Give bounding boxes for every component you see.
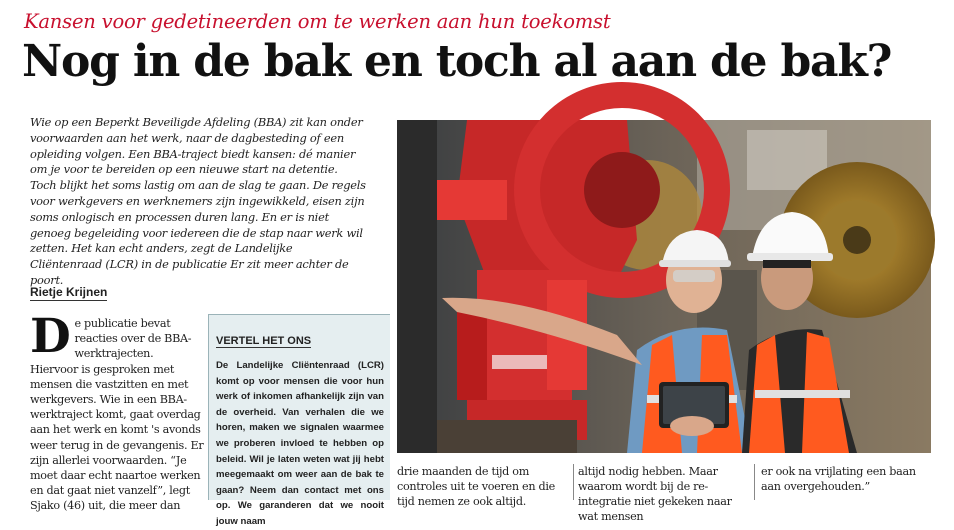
article-column-2: drie maanden de tijd om controles uit te voeren en die tijd nemen ze ook altijd. <box>397 465 555 508</box>
article-column-4: er ook na vrijlating een baan aan overgehouden.” <box>761 465 916 493</box>
article-headline: Nog in de bak en toch al aan de bak? <box>22 36 892 87</box>
column-divider <box>754 464 755 500</box>
body-text: e publicatie bevat reacties over de BBA-werktrajecten. Hiervoor is gesproken met mensen die vastzitten en met werkgevers. Wie in een BBA-werktraject komt, gaat overdag aan het werk en komt 's avonds weer terug in de gevangenis. Er zijn allerlei voorwaarden. “Je moet daar echt naartoe werken en dat gaat niet vanzelf”, legt Sjako (46) uit, die meer dan <box>30 317 204 513</box>
article-photo <box>397 120 931 453</box>
article-body-column <box>30 309 204 513</box>
info-box <box>208 314 390 527</box>
article-column-3: altijd nodig hebben. Maar waarom wordt bij de re-integratie niet gekeken naar wat mensen <box>578 465 732 523</box>
article-intro: Wie op een Beperkt Beveiligde Afdeling (BBA) zit kan onder voorwaarden aan het werk, naar de dagbesteding of een opleiding volgen. Een BBA-traject biedt kansen: dé manier om je voor te bereiden op een nieuwe start na detentie. Toch blijkt het soms lastig om aan de slag te gaan. De regels voor werkgevers en werknemers zijn ingewikkeld, eisen zijn soms onlogisch en processen duren lang. En er is niet genoeg begeleiding voor iedereen die de stap naar werk wil zetten. Het kan echt anders, zegt de Landelijke Cliëntenraad (LCR) in de publicatie Er zit meer achter de poort. <box>30 115 366 287</box>
article-kicker: Kansen voor gedetineerden om te werken aan hun toekomst <box>24 10 611 33</box>
info-box-text: De Landelijke Cliëntenraad (LCR) komt op voor mensen die voor hun werk of inkomen afhankelijk zijn van de overheid. Van verhalen die we horen, maken we signalen waarmee we proberen invloed te hebben op beleid. Wil je laten weten wat jij hebt meegemaakt om weer aan de bak te gaan? Neem dan contact met ons op. We garanderen dat we nooit jouw naam <box>216 360 384 527</box>
drop-cap: D <box>30 309 71 364</box>
column-divider <box>573 464 574 500</box>
article-author: Rietje Krijnen <box>30 285 108 299</box>
info-box-title: VERTEL HET ONS <box>216 335 312 347</box>
